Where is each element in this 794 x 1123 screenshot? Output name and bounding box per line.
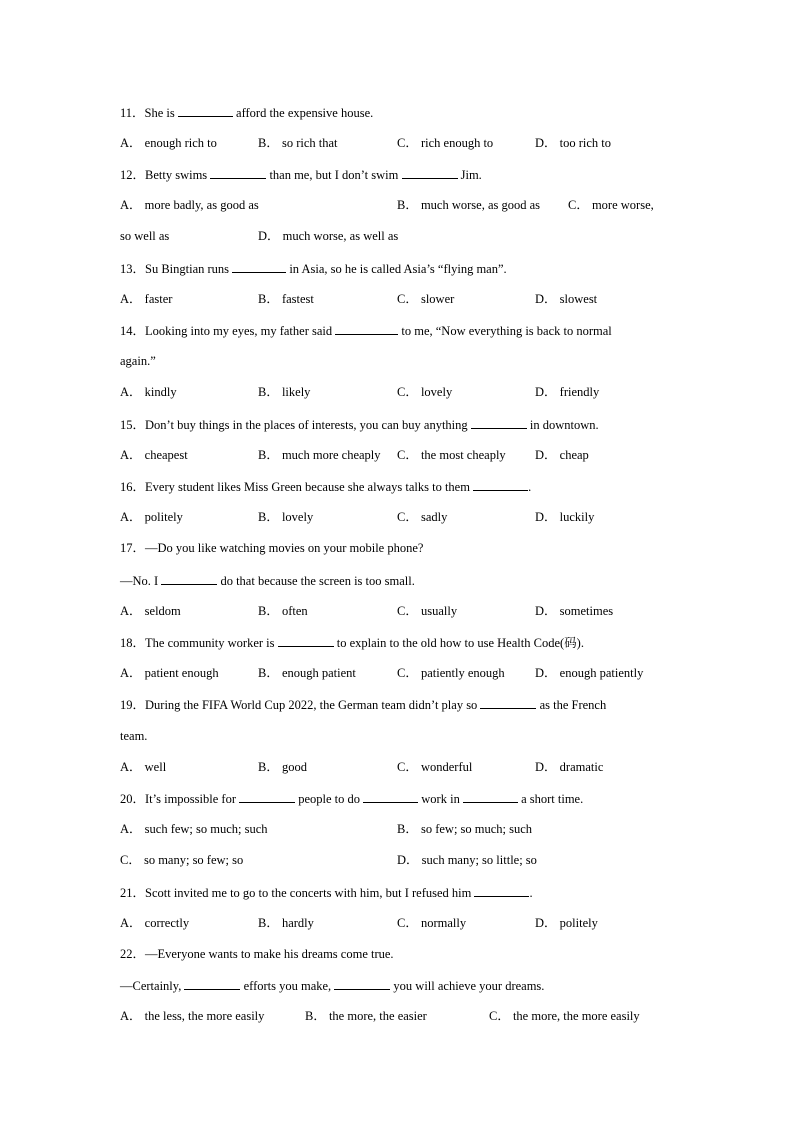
question-number: 12．: [120, 168, 146, 182]
answer-blank: [278, 634, 334, 647]
question-text: —Certainly,: [120, 979, 185, 993]
answer-blank: [363, 790, 418, 803]
option-a: A． seldom: [120, 604, 181, 618]
option-c: C． patiently enough: [397, 666, 505, 680]
answer-blank: [232, 260, 286, 273]
answer-blank: [184, 977, 240, 990]
question-17-reply: [120, 572, 415, 589]
answer-blank: [210, 166, 266, 179]
answer-blank: [239, 790, 295, 803]
question-11-stem: [120, 104, 373, 121]
question-text: work in: [418, 792, 463, 806]
option-c: C． the more, the more easily: [489, 1009, 640, 1023]
option-b: B． so rich that: [258, 136, 338, 150]
question-text: Jim.: [457, 168, 482, 182]
option-b: B． hardly: [258, 916, 314, 930]
option-c-continued: so well as: [120, 229, 170, 243]
question-14-stem: [120, 322, 612, 339]
option-a: A． enough rich to: [120, 136, 217, 150]
question-text: During the FIFA World Cup 2022, the German team didn’t play so: [145, 698, 481, 712]
option-d: D． sometimes: [535, 604, 614, 618]
option-b: B． fastest: [258, 292, 314, 306]
option-a: A． faster: [120, 292, 173, 306]
question-12-stem: [120, 166, 482, 183]
question-text: do that because the screen is too small.: [217, 574, 415, 588]
question-16-stem: [120, 478, 531, 495]
option-a: A． the less, the more easily: [120, 1009, 265, 1023]
question-text: efforts you make,: [240, 979, 335, 993]
answer-blank: [471, 416, 527, 429]
question-22-stem: [120, 946, 394, 962]
question-number: 21．: [120, 886, 146, 900]
answer-blank: [334, 977, 390, 990]
question-14-stem-continued: again.”: [120, 354, 156, 368]
option-d: D． much worse, as well as: [258, 229, 399, 243]
question-number: 18．: [120, 636, 146, 650]
option-c: C． normally: [397, 916, 467, 930]
question-text: .: [528, 480, 532, 494]
question-text: to explain to the old how to use Health Code(码).: [333, 636, 584, 650]
option-c: C． wonderful: [397, 760, 473, 774]
option-a: A． correctly: [120, 916, 190, 930]
question-text: It’s impossible for: [145, 792, 240, 806]
question-number: 20．: [120, 792, 146, 806]
option-a: A． kindly: [120, 385, 177, 399]
option-d: D． slowest: [535, 292, 598, 306]
question-number: 22．: [120, 947, 146, 961]
option-b: B． the more, the easier: [305, 1009, 427, 1023]
question-19-stem: [120, 696, 606, 713]
question-text: Looking into my eyes, my father said: [145, 324, 336, 338]
option-d: D． such many; so little; so: [397, 853, 537, 867]
option-d: D． politely: [535, 916, 598, 930]
option-c: C． lovely: [397, 385, 453, 399]
answer-blank: [463, 790, 518, 803]
option-d: D． dramatic: [535, 760, 604, 774]
option-c: C． so many; so few; so: [120, 853, 244, 867]
question-13-stem: [120, 260, 507, 277]
question-text: Every student likes Miss Green because she always talks to them: [145, 480, 474, 494]
option-b: B． lovely: [258, 510, 314, 524]
option-b: B． much more cheaply: [258, 448, 381, 462]
option-b: B． much worse, as good as: [397, 198, 541, 212]
option-d: D． too rich to: [535, 136, 612, 150]
option-b: B． enough patient: [258, 666, 356, 680]
question-number: 16．: [120, 480, 146, 494]
option-a: A． well: [120, 760, 167, 774]
question-text: people to do: [295, 792, 364, 806]
question-number: 17．: [120, 541, 146, 555]
option-c: C． sadly: [397, 510, 448, 524]
question-number: 13．: [120, 262, 146, 276]
answer-blank: [480, 696, 536, 709]
question-text: afford the expensive house.: [232, 106, 374, 120]
option-c: C． the most cheaply: [397, 448, 506, 462]
option-d: D． cheap: [535, 448, 589, 462]
question-text: She is: [144, 106, 178, 120]
answer-blank: [178, 104, 233, 117]
question-number: 19．: [120, 698, 146, 712]
question-text: you will achieve your dreams.: [390, 979, 545, 993]
option-b: B． likely: [258, 385, 311, 399]
option-c: C． rich enough to: [397, 136, 494, 150]
question-15-stem: [120, 416, 599, 433]
option-c: C． more worse,: [568, 198, 654, 212]
option-b: B． often: [258, 604, 308, 618]
question-text: .: [529, 886, 533, 900]
option-a: A． such few; so much; such: [120, 822, 268, 836]
option-b: B． so few; so much; such: [397, 822, 533, 836]
question-19-stem-continued: team.: [120, 729, 148, 743]
question-22-reply: [120, 977, 544, 994]
question-text: The community worker is: [145, 636, 278, 650]
question-17-stem: [120, 540, 423, 556]
question-text: a short time.: [517, 792, 584, 806]
answer-blank: [161, 572, 217, 585]
question-text: —Everyone wants to make his dreams come true.: [145, 947, 394, 961]
question-20-stem: [120, 790, 583, 807]
question-text: Don’t buy things in the places of interests, you can buy anything: [145, 418, 471, 432]
question-text: Su Bingtian runs: [145, 262, 233, 276]
option-b: B． good: [258, 760, 307, 774]
option-a: A． cheapest: [120, 448, 188, 462]
option-a: A． more badly, as good as: [120, 198, 259, 212]
question-text: in Asia, so he is called Asia’s “flying man”.: [286, 262, 507, 276]
question-text: than me, but I don’t swim: [266, 168, 402, 182]
question-text: Scott invited me to go to the concerts with him, but I refused him: [145, 886, 475, 900]
question-text: as the French: [536, 698, 607, 712]
question-number: 11．: [120, 106, 145, 120]
question-text: Betty swims: [145, 168, 211, 182]
question-18-stem: [120, 634, 584, 651]
question-text: —Do you like watching movies on your mobile phone?: [145, 541, 424, 555]
question-number: 14．: [120, 324, 146, 338]
question-text: in downtown.: [526, 418, 599, 432]
option-a: A． patient enough: [120, 666, 219, 680]
answer-blank: [335, 322, 398, 335]
question-text: to me, “Now everything is back to normal: [398, 324, 612, 338]
option-c: C． slower: [397, 292, 455, 306]
option-d: D． friendly: [535, 385, 600, 399]
answer-blank: [473, 478, 528, 491]
question-21-stem: [120, 884, 533, 901]
question-number: 15．: [120, 418, 146, 432]
option-a: A． politely: [120, 510, 183, 524]
answer-blank: [474, 884, 529, 897]
option-d: D． luckily: [535, 510, 595, 524]
question-text: —No. I: [120, 574, 162, 588]
option-c: C． usually: [397, 604, 458, 618]
option-d: D． enough patiently: [535, 666, 644, 680]
answer-blank: [402, 166, 458, 179]
